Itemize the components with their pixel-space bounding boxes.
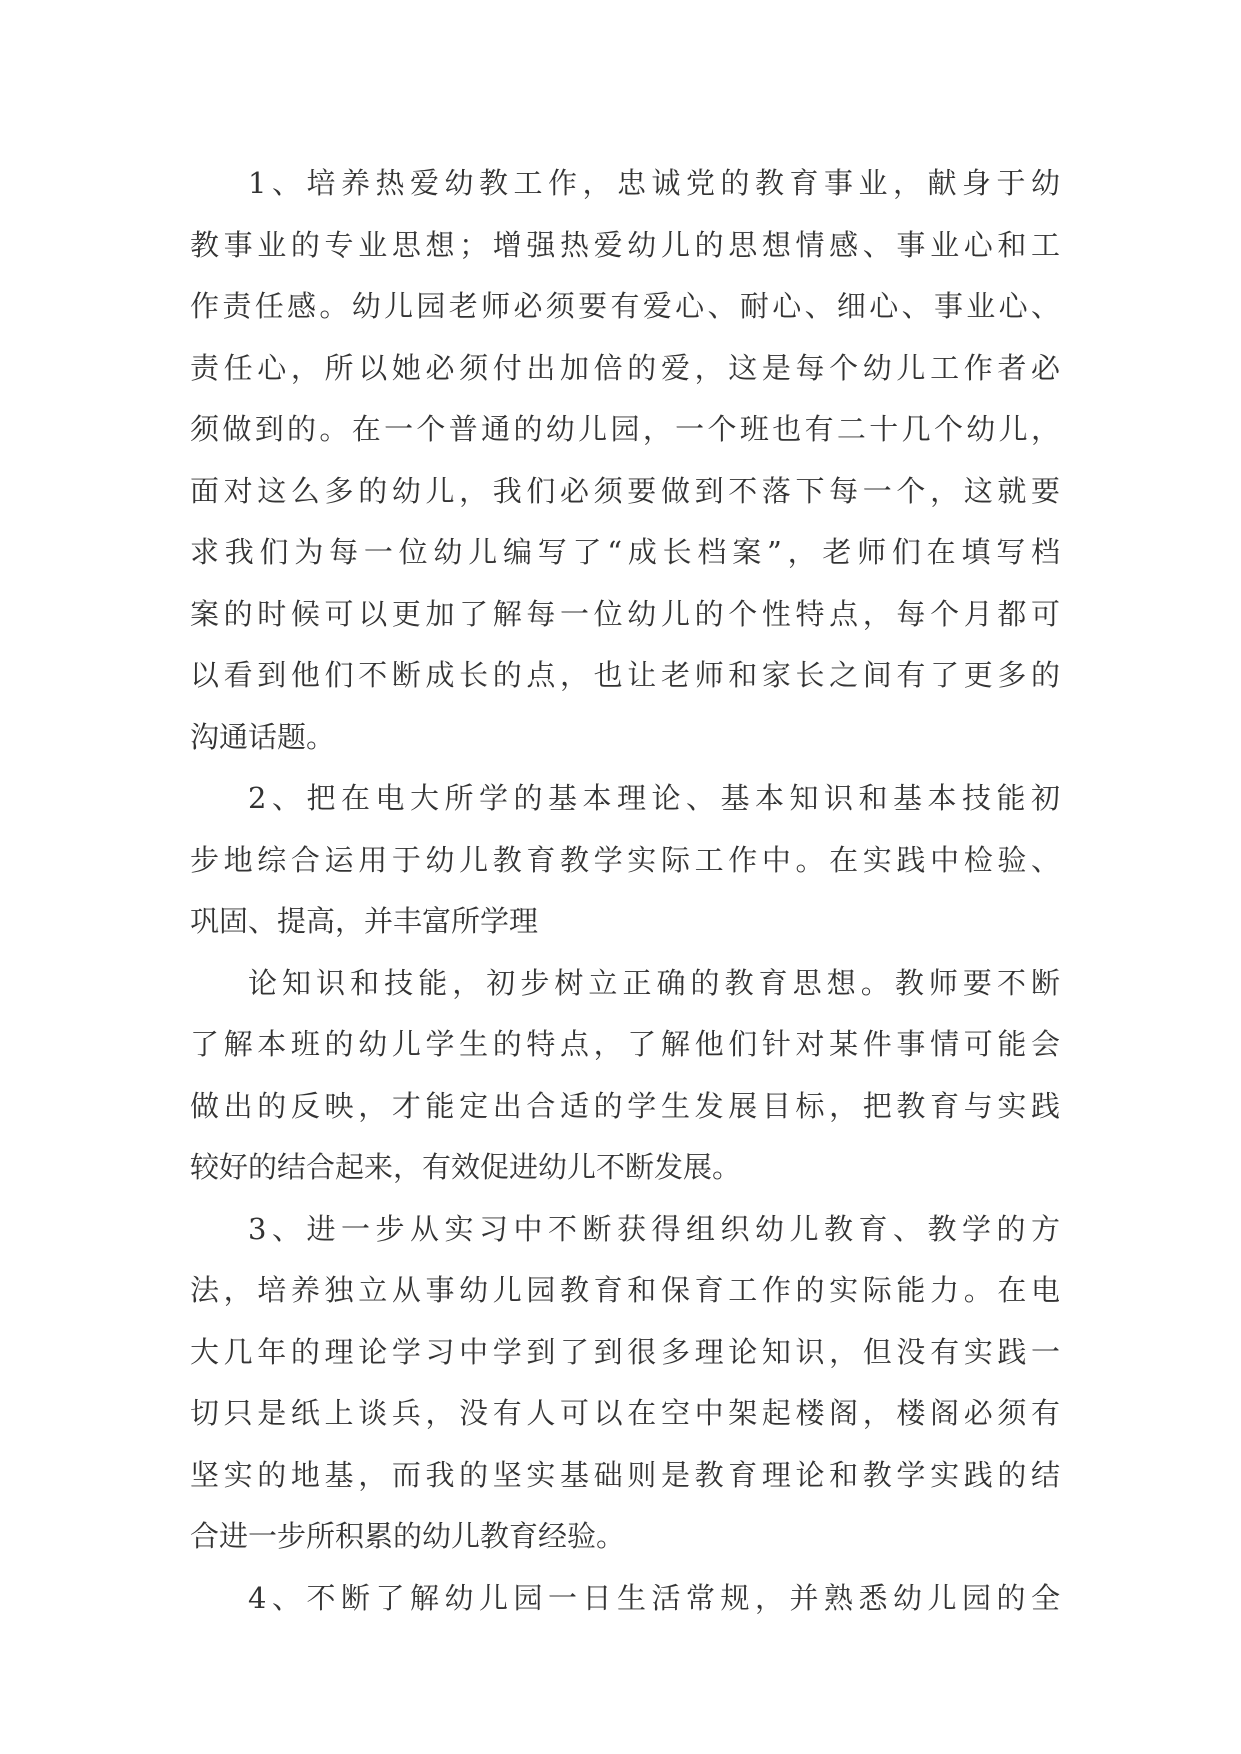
text-line: 沟通话题。 xyxy=(190,719,336,754)
text-line: 大几年的理论学习中学到了到很多理论知识，但没有实践一 xyxy=(190,1334,1060,1369)
text-line: 求我们为每一位幼儿编写了“成长档案”，老师们在填写档 xyxy=(190,535,1060,569)
text-line: 切只是纸上谈兵，没有人可以在空中架起楼阁，楼阁必须有 xyxy=(190,1396,1060,1430)
text-line: 面对这么多的幼儿，我们必须要做到不落下每一个，这就要 xyxy=(190,473,1060,508)
text-line: 做出的反映，才能定出合适的学生发展目标，把教育与实践 xyxy=(190,1088,1060,1123)
text-line: 1、培养热爱幼教工作，忠诚党的教育事业，献身于幼 xyxy=(248,166,1060,200)
text-line: 案的时候可以更加了解每一位幼儿的个性特点，每个月都可 xyxy=(190,596,1060,631)
text-line: 坚实的地基，而我的坚实基础则是教育理论和教学实践的结 xyxy=(190,1457,1060,1492)
text-line: 了解本班的幼儿学生的特点，了解他们针对某件事情可能会 xyxy=(190,1027,1060,1061)
document-body xyxy=(190,160,1060,1636)
text-line: 较好的结合起来，有效促进幼儿不断发展。 xyxy=(190,1150,742,1184)
text-line: 法，培养独立从事幼儿园教育和保育工作的实际能力。在电 xyxy=(190,1273,1060,1307)
text-line: 责任心，所以她必须付出加倍的爱，这是每个幼儿工作者必 xyxy=(190,350,1060,385)
text-line: 合进一步所积累的幼儿教育经验。 xyxy=(190,1519,626,1553)
text-line: 论知识和技能，初步树立正确的教育思想。教师要不断 xyxy=(248,965,1060,1000)
text-line: 须做到的。在一个普通的幼儿园，一个班也有二十几个幼儿， xyxy=(190,412,1060,446)
text-line: 3、进一步从实习中不断获得组织幼儿教育、教学的方 xyxy=(248,1211,1060,1246)
text-line: 步地综合运用于幼儿教育教学实际工作中。在实践中检验、 xyxy=(190,842,1060,877)
text-line: 2、把在电大所学的基本理论、基本知识和基本技能初 xyxy=(248,781,1060,815)
text-line: 教事业的专业思想；增强热爱幼儿的思想情感、事业心和工 xyxy=(190,227,1060,262)
text-line: 巩固、提高，并丰富所学理 xyxy=(190,904,539,938)
text-line: 以看到他们不断成长的点，也让老师和家长之间有了更多的 xyxy=(190,658,1060,692)
text-line: 4、不断了解幼儿园一日生活常规，并熟悉幼儿园的全 xyxy=(248,1580,1060,1615)
text-line: 作责任感。幼儿园老师必须要有爱心、耐心、细心、事业心、 xyxy=(190,289,1060,323)
